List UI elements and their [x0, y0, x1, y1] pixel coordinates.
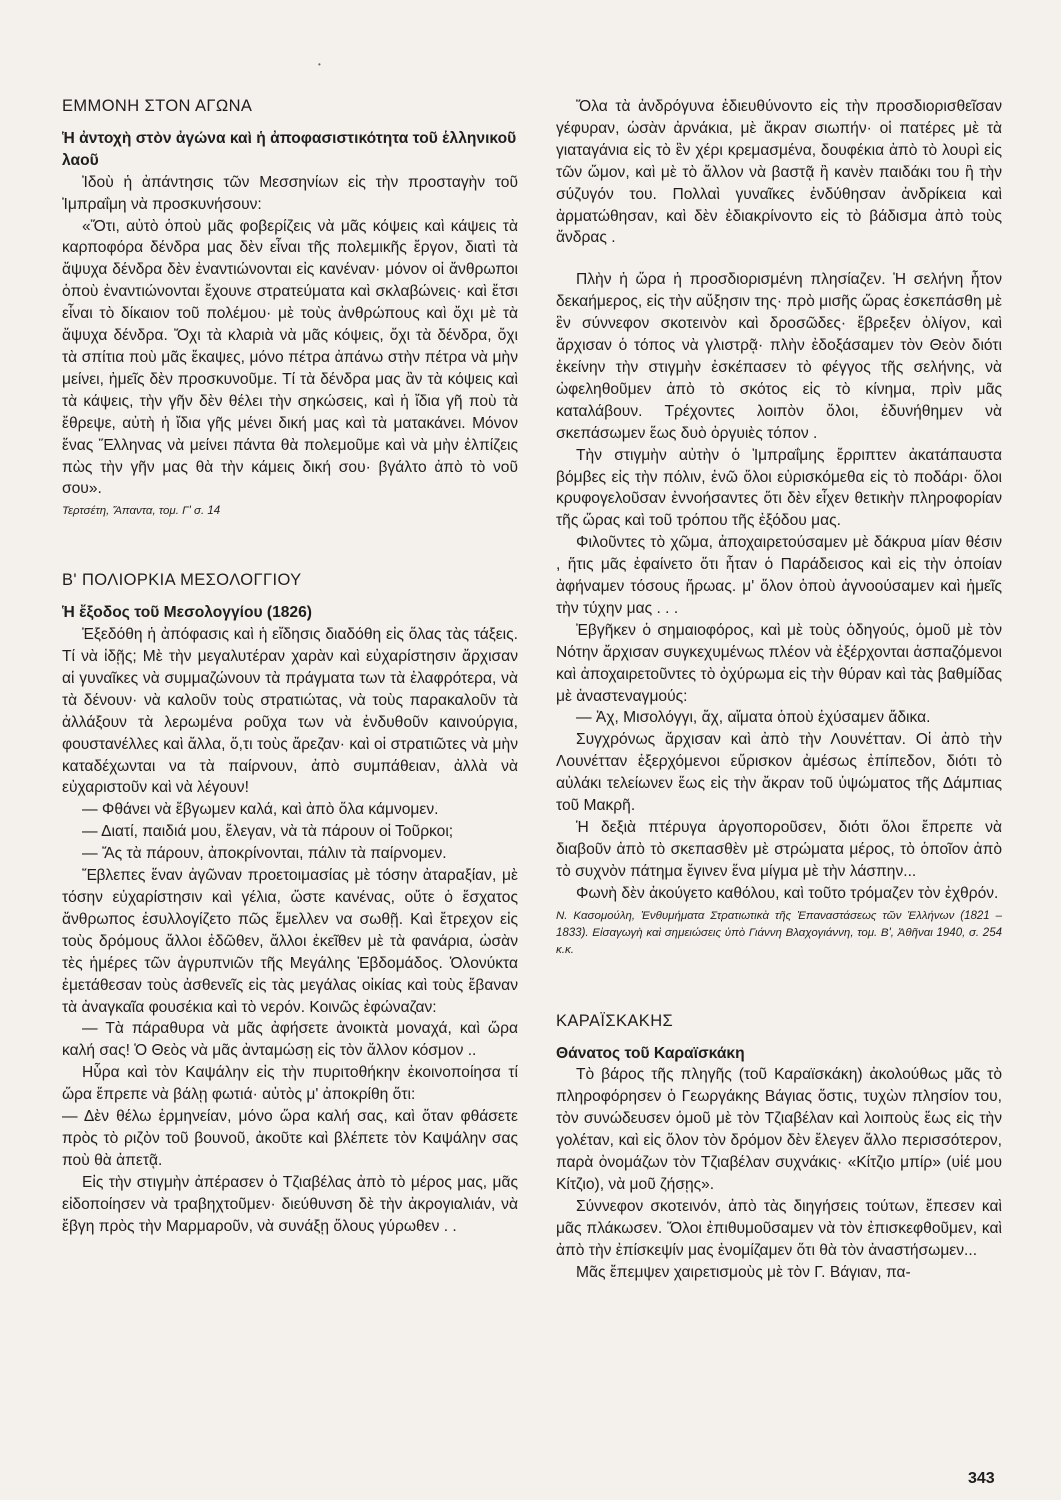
subtitle-thanatos: Θάνατος τοῦ Καραϊσκάκη [556, 1044, 745, 1062]
paragraph: Συγχρόνως ἄρχισαν καὶ ἀπὸ τὴν Λουνέτταν. Οἱ ἀπὸ τὴν Λουνέτταν ἐξερχόμενοι εὕρισκον ἀμέσως ἐπίπεδον, διότι τὸ αὐλάκι τελείωνεν ἕως εἰς τὴν ἄκραν τοῦ ὑψώματος τῆς Δάμπιας τοῦ Μακρῆ. [556, 731, 1002, 815]
paragraph: — Ἄς τὰ πάρουν, ἀποκρίνονται, πάλιν τὰ παίρνομεν. [82, 845, 447, 863]
right-column [556, 96, 1002, 1284]
paragraph: — Διατί, παιδιά μου, ἔλεγαν, νὰ τὰ πάρουν οἱ Τοῦρκοι; [82, 823, 454, 841]
paragraph: Ἡ δεξιὰ πτέρυγα ἀργοποροῦσεν, διότι ὅλοι ἔπρεπε νὰ διαβοῦν ἀπὸ τὸ σκεπασθὲν μὲ στρώματα μέρος, τὸ ὁποῖον ἀπὸ τὸ συχνὸν πάτημα ἔγινεν ἕνα μίγμα μὲ τὴν λάσπην... [556, 819, 1002, 880]
paragraph: — Ἀχ, Μισολόγγι, ἄχ, αἵματα ὁποὺ ἐχύσαμεν ἄδικα. [576, 709, 931, 727]
paragraph: Μᾶς ἔπεμψεν χαιρετισμοὺς μὲ τὸν Γ. Βάγιαν, πα- [576, 1263, 911, 1281]
paragraph: Εἰς τὴν στιγμὴν ἀπέρασεν ὁ Τζιαβέλας ἀπὸ τὸ μέρος μας, μᾶς εἰδοποίησεν νὰ τραβηχτοῦμεν· διεύθυνση δὲ τὴν ἀκρογιαλιάν, νὰ ἔβγη πρὸς τὴν Μαρμαροῦν, νὰ συνάξῃ ὅλους γύρωθεν . . [62, 1173, 518, 1235]
subtitle-exodos: Ἡ ἔξοδος τοῦ Μεσολογγίου (1826) [62, 604, 312, 622]
spacer [556, 249, 1002, 269]
paragraph: Ὅλα τὰ ἀνδρόγυνα ἐδιευθύνοντο εἰς τὴν προσδιορισθεῖσαν γέφυραν, ὡσὰν ἀρνάκια, μὲ ἄκραν σιωπήν· οἱ πατέρες μὲ τὰ γιαταγάνια εἰς τὸ ἓν χέρι κρεμασμένα, δουφέκια ἀπὸ τὸ λουρὶ εἰς τῶν ὤμον, καὶ μὲ τὸ ἄλλον νὰ βαστᾷ ἢ κανὲν παιδάκι του ἢ τὴν σύζυγόν του. Πολλαὶ γυναῖκες ἐνδύθησαν ἀνδρίκεια καὶ ἀρματώθησαν, καὶ δὲν ἐδιακρίνοντο εἰς τὸ βάδισμα ἀπὸ τοὺς ἄνδρας . [556, 98, 1002, 247]
paragraph: Φωνὴ δὲν ἀκούγετο καθόλου, καὶ τοῦτο τρόμαζεν τὸν ἐχθρόν. [576, 884, 999, 902]
section-title-karaiskakis: ΚΑΡΑΪΣΚΑΚΗΣ [556, 1011, 674, 1030]
scan-speck: • [318, 60, 321, 69]
section-title-emmoni: ΕΜΜΟΝΗ ΣΤΟΝ ΑΓΩΝΑ [62, 97, 253, 115]
paragraph: Ηὗρα καὶ τὸν Καψάλην εἰς τὴν πυριτοθήκην ἐκοινοποίησα τί ὥρα ἔπρεπε νὰ βάλῃ φωτιά· αὐτὸς μ' ἀποκρίθη ὅτι: [62, 1064, 518, 1104]
paragraph: Τὸ βάρος τῆς πληγῆς (τοῦ Καραϊσκάκη) ἀκολούθως μᾶς τὸ πληροφόρησεν ὁ Γεωργάκης Βάγιας ὅστις, τυχὼν πλησίον του, τὸν συνώδευσεν ὁμοῦ μὲ τὸν Τζιαβέλαν καὶ λοιποὺς ἕως εἰς τὴν γολέταν, καὶ εἰς ὅλον τὸν δρόμον δὲν ἔλεγεν ἄλλο περισσότερον, παρὰ ὀνομάζων τὸν Τζιαβέλαν συχνάκις· «Κίτζιο μπίρ» (υἱέ μου Κίτζιο), νὰ μοῦ ζήσῃς». [556, 1066, 1002, 1193]
left-column [62, 96, 518, 1238]
paragraph: Τὴν στιγμὴν αὐτὴν ὁ Ἰμπραΐμης ἔρριπτεν ἀκατάπαυστα βόμβες εἰς τὴν πόλιν, ἐνῶ ὅλοι εὑρισκόμεθα εἰς τὸ ποδάρι· ὅλοι κρυφογελοῦσαν ἐννοήσαντες ὅτι δὲν εἶχεν θετικὴν πληροφορίαν τῆς ὥρας καὶ τοῦ τρόπου τῆς ἐξόδου μας. [556, 446, 1002, 530]
spacer [556, 959, 1002, 1011]
paragraph: Σύννεφον σκοτεινόν, ἀπὸ τὰς διηγήσεις τούτων, ἔπεσεν καὶ μᾶς πλάκωσεν. Ὅλοι ἐπιθυμοῦσαμεν νὰ τὸν ἐπισκεφθοῦμεν, καὶ ἀπὸ τὴν ἐπίσκεψίν μας ἐνομίζαμεν ὅτι θὰ τὸν ἀναστήσωμεν... [556, 1197, 1002, 1259]
spacer [62, 520, 518, 570]
paragraph: — Δὲν θέλω ἑρμηνείαν, μόνο ὥρα καλή σας, καὶ ὅταν φθάσετε πρὸς τὸ ριζὸν τοῦ βουνοῦ, ἀκοῦτε καὶ βλέπετε τὸν Καψάλην σας ποὺ θὰ ἀπετᾷ. [62, 1108, 518, 1169]
subtitle-antochi: Ἡ ἀντοχὴ στὸν ἀγώνα καὶ ἡ ἀποφασιστικότητα τοῦ ἑλληνικοῦ λαοῦ [62, 129, 517, 169]
source-citation: Τερτσέτη, Ἅπαντα, τομ. Γ' σ. 14 [62, 505, 221, 518]
paragraph: Ἐξεδόθη ἡ ἀπόφασις καὶ ἡ εἴδησις διαδόθη εἰς ὅλας τὰς τάξεις. Τί νὰ ἰδῇς; Μὲ τὴν μεγαλυτέραν χαρὰν καὶ εὐχαρίστησιν ἄρχισαν αἱ γυναῖκες νὰ συμμαζώνουν τὰ πράγματα των τὰ ἐλαφρότερα, νὰ τὰ δένουν· νὰ καλοῦν τοὺς στρατιώτας, νὰ τοὺς παρακαλοῦν τὰ ἀλλάξουν τὰ λερωμένα ροῦχα των νὰ ἐνδυθοῦν καινούργια, φουστανέλλες καὶ ἄλλα, ὅ,τι τοὺς ἄρεζαν· καὶ οἱ στρατιῶτες νὰ μὴν καταδέχωνται να τὰ παίρνουν, ἀπὸ συμπάθειαν, ἀλλὰ νὰ εὐχαριστοῦν καὶ νὰ λέγουν! [62, 626, 518, 797]
page-number: 343 [968, 1470, 995, 1487]
paragraph: — Φθάνει νὰ ἔβγωμεν καλά, καὶ ἀπὸ ὅλα κάμνομεν. [82, 801, 439, 819]
paragraph: Ἐβγῆκεν ὁ σημαιοφόρος, καὶ μὲ τοὺς ὁδηγούς, ὁμοῦ μὲ τὸν Νότην ἄρχισαν συγκεχυμένως πλέον νὰ ἐξέρχονται ἀσπαζόμενοι καὶ ἀποχαιρετοῦντες τὸ ὀχύρωμα εἰς τὴν θύραν καὶ τὰς βαθμίδας μὲ ἀναστεναγμούς: [556, 621, 1002, 705]
source-citation: Ν. Κασομούλη, Ἐνθυμήματα Στρατιωτικὰ τῆς Ἐπαναστάσεως τῶν Ἑλλήνων (1821 – 1833). Εἰσαγωγὴ καὶ σημειώσεις ὑπὸ Γιάννη Βλαχογιάννη, τομ. Β', Ἀθῆναι 1940, σ. 254 κ.κ. [556, 909, 1002, 956]
section-title-poliorkia: Β' ΠΟΛΙΟΡΚΙΑ ΜΕΣΟΛΟΓΓΙΟΥ [62, 571, 302, 590]
paragraph: — Τὰ πάραθυρα νὰ μᾶς ἀφήσετε ἀνοικτὰ μοναχά, καὶ ὥρα καλή σας! Ὁ Θεὸς νὰ μᾶς ἀνταμώσῃ εἰς τὸν ἄλλον κόσμον .. [62, 1020, 518, 1060]
paragraph: Ἰδοὺ ἡ ἀπάντησις τῶν Μεσσηνίων εἰς τὴν προσταγὴν τοῦ Ἰμπραΐμη νὰ προσκυνήσουν: [62, 173, 518, 213]
paragraph: «Ὅτι, αὐτὸ ὁποὺ μᾶς φοβερίζεις νὰ μᾶς κόψεις καὶ κάψεις τὰ καρποφόρα δένδρα μας δὲν εἶναι τῆς πολεμικῆς ἔργον, διατὶ τὰ ἄψυχα δένδρα δὲν ἐναντιώνονται εἰς κανέναν· μόνον οἱ ἄνθρωποι ὁποὺ ἐναντιώνονται ἔχουνε στρατεύματα καὶ σκλαβώνεις· καὶ ἔτσι εἶναι τὸ δίκαιον τοῦ πολέμου· μὲ τοὺς ἀνθρώπους καὶ ὄχι μὲ τὰ ἄψυχα δένδρα. Ὄχι τὰ κλαριὰ νὰ μᾶς κόψεις, ὄχι τὰ δένδρα, ὄχι τὰ σπίτια ποὺ μᾶς ἔκαψες, μόνο πέτρα ἀπάνω στὴν πέτρα νὰ μὴν μείνει, ἠμεῖς δὲν προσκυνοῦμε. Τί τὰ δένδρα μας ἂν τὰ κόψεις καὶ τὰ κάψεις, τὴν γῆν δὲν θέλει τὴν σηκώσεις, καὶ ἡ ἴδια γῆ ποὺ τὰ ἔθρεψε, αὐτὴ ἡ ἴδια γῆς μένει δική μας καὶ τὰ ματακάνει. Μόνον ἕνας Ἕλληνας νὰ μείνει πάντα θὰ πολεμοῦμε καὶ νὰ μὴν ἐλπίζεις πὼς τὴν γῆν μας θὰ τὴν κάμεις δική σου· βγάλτο ἀπὸ τὸ νοῦ σου». [62, 217, 518, 498]
paragraph: Φιλοῦντες τὸ χῶμα, ἀποχαιρετούσαμεν μὲ δάκρυα μίαν θέσιν , ἥτις μᾶς ἐφαίνετο ὅτι ἦταν ὁ Παράδεισος καὶ εἰς τὴν ὁποίαν ἀφήναμεν τόσους ἥρωας. μ' ὅλον ὁποὺ ἀγνοούσαμεν καὶ ἠμεῖς τὴν τύχην μας . . . [556, 534, 1002, 617]
paragraph: Πλὴν ἡ ὥρα ἡ προσδιορισμένη πλησίαζεν. Ἡ σελήνη ἦτον δεκαήμερος, εἰς τὴν αὔξησιν της· πρὸ μισῆς ὥρας ἐσκεπάσθη μὲ ἓν σύννεφον σκοτεινὸν καὶ δροσῶδες· ἔβρεξεν ὀλίγον, καὶ ἄρχισαν ὁ τόπος νὰ γλιστρᾷ· πλὴν ἐδοξάσαμεν τὸν Θεὸν διότι ἐκείνην τὴν στιγμὴν ἐσκέπασεν τὸ φέγγος τῆς σελήνης, νὰ ὠφεληθοῦμεν ἀπὸ τὸ σκότος εἰς τὸ κίνημα, πρὶν μᾶς καταλάβουν. Τρέχοντες λοιπὸν ὅλοι, ἐδυνήθημεν νὰ σκεπάσωμεν ἕως δυὸ ὀργυιὲς τόπον . [556, 271, 1002, 442]
paragraph: Ἔβλεπες ἕναν ἀγῶναν προετοιμασίας μὲ τόσην ἀταραξίαν, μὲ τόσην εὐχαρίστησιν καὶ γέλια, ὥστε κανένας, οὔτε ὁ ἔσχατος ἄνθρωπος ἐσυλλογίζετο πῶς ἔμελλεν να σωθῇ. Καὶ ἔτρεχον εἰς τοὺς δρόμους ἄλλοι ἐδῶθεν, ἄλλοι ἐκεῖθεν μὲ τὰ φανάρια, ὡσὰν τὲς ἡμέρες τῶν ἀγρυπνιῶν τῆς Μεγάλης Ἑβδομάδος. Ὁλονύκτα ἐμετάθεσαν τοὺς ἀσθενεῖς εἰς τὰς μεγάλας οἰκίας καὶ τοὺς ἔβαναν τὰ ἀναγκαῖα φουσέκια καὶ τὸ νερόν. Κοινῶς ἐφώναζαν: [62, 867, 518, 1016]
